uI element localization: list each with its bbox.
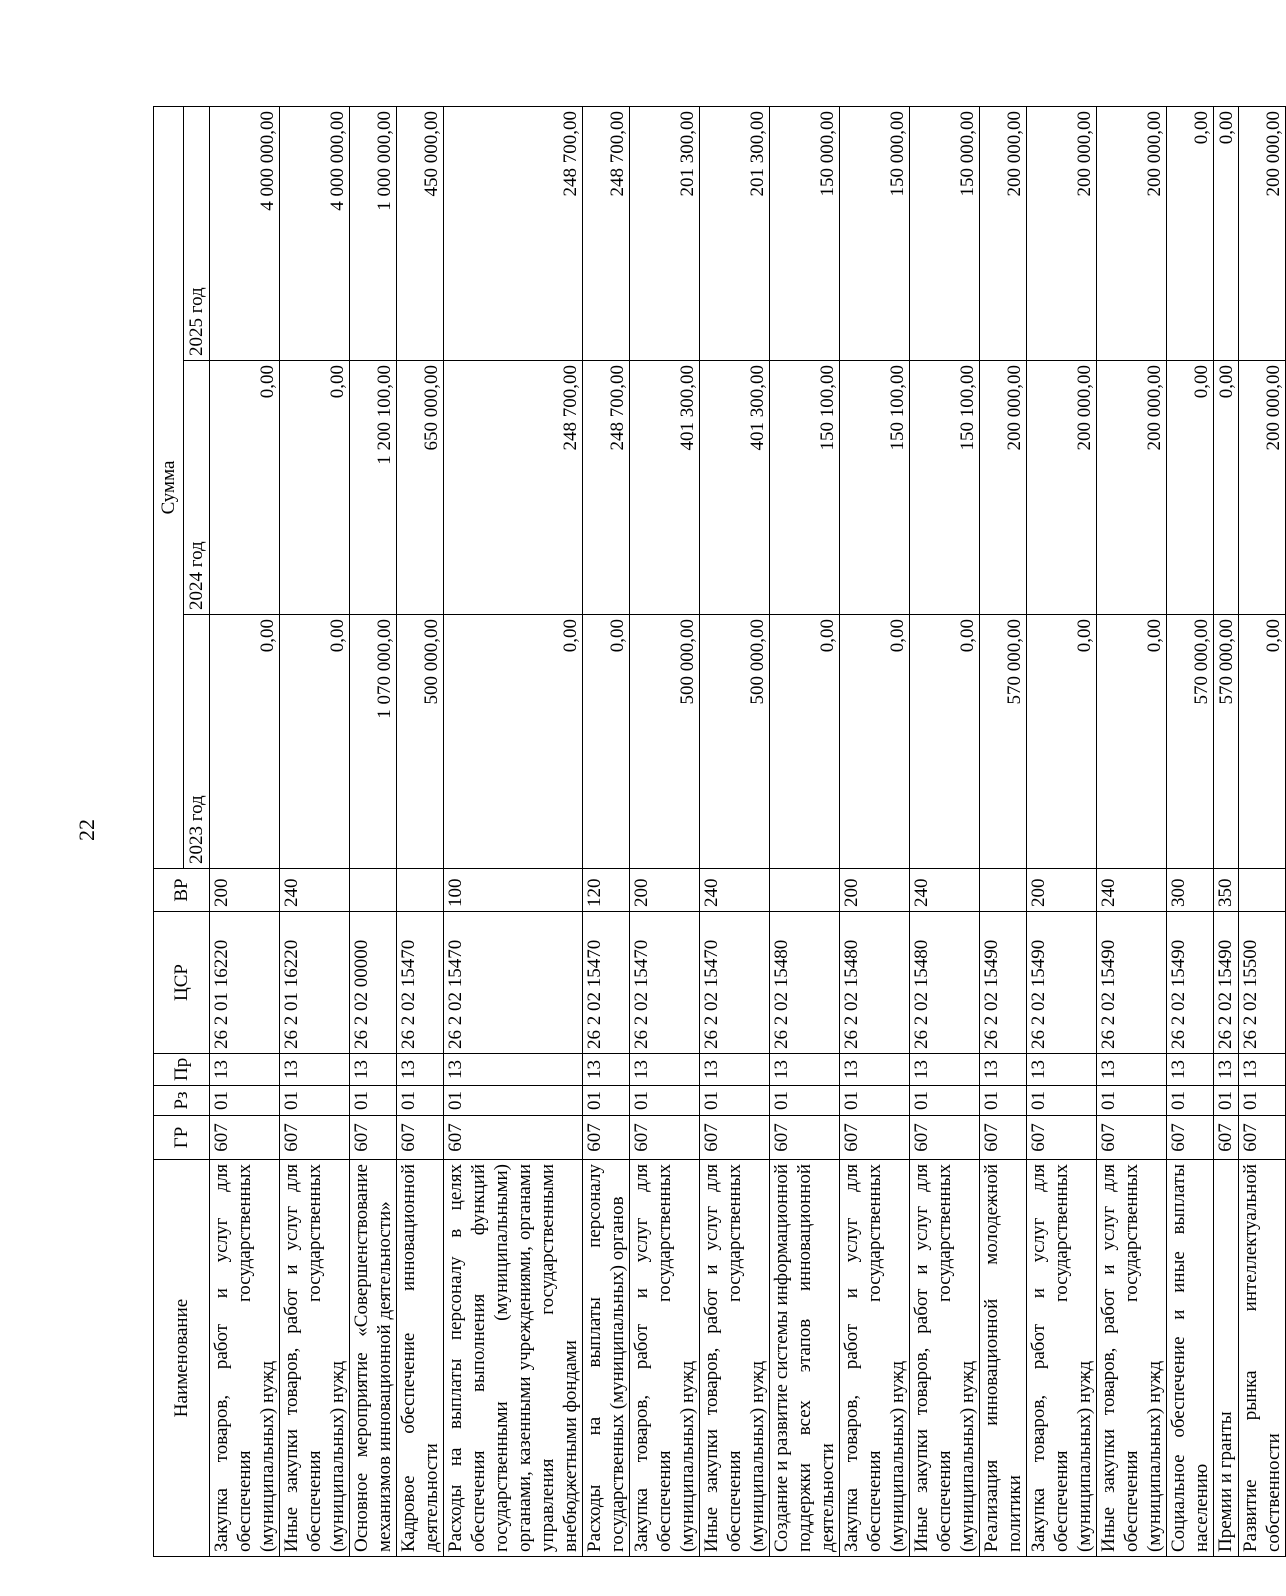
row-sum-2025: 150 000,00	[910, 107, 980, 361]
row-pr: 13	[1239, 1054, 1286, 1086]
row-sum-2024: 0,00	[1167, 361, 1214, 615]
row-name: Иные закупки товаров, работ и услуг для обеспечения государственных (муниципальных) нужд	[700, 1160, 770, 1557]
row-sum-2025: 201 300,00	[700, 107, 770, 361]
row-gr: 607	[1167, 1116, 1214, 1160]
row-gr: 607	[444, 1116, 583, 1160]
row-pr: 13	[444, 1054, 583, 1086]
row-rz: 01	[1097, 1086, 1167, 1116]
row-gr: 607	[1097, 1116, 1167, 1160]
row-vr	[770, 869, 840, 912]
row-sum-2025: 150 000,00	[840, 107, 910, 361]
row-sum-2023: 500 000,00	[397, 615, 444, 869]
row-sum-2025: 4 000 000,00	[210, 107, 280, 361]
row-name: Развитие рынка интеллектуальной собственности	[1239, 1160, 1286, 1557]
row-vr: 300	[1167, 869, 1214, 912]
row-sum-2025: 150 000,00	[770, 107, 840, 361]
row-sum-2025: 248 700,00	[444, 107, 583, 361]
row-vr	[350, 869, 397, 912]
row-csr: 26 2 02 15480	[770, 912, 840, 1054]
row-csr: 26 2 01 16220	[280, 912, 350, 1054]
row-pr: 13	[1214, 1054, 1239, 1086]
row-gr: 607	[1239, 1116, 1286, 1160]
header-2025: 2025 год	[184, 107, 210, 361]
row-pr: 13	[1167, 1054, 1214, 1086]
row-vr	[397, 869, 444, 912]
table-row	[1027, 107, 1097, 1557]
row-rz: 01	[444, 1086, 583, 1116]
row-rz: 01	[910, 1086, 980, 1116]
row-sum-2023: 0,00	[444, 615, 583, 869]
row-sum-2023: 570 000,00	[1214, 615, 1239, 869]
row-sum-2023: 0,00	[770, 615, 840, 869]
row-sum-2024: 200 000,00	[1097, 361, 1167, 615]
row-name: Реализация инновационной молодежной политики	[980, 1160, 1027, 1557]
row-pr: 13	[980, 1054, 1027, 1086]
row-sum-2023: 0,00	[840, 615, 910, 869]
row-sum-2024: 248 700,00	[444, 361, 583, 615]
row-sum-2025: 4 000 000,00	[280, 107, 350, 361]
row-sum-2023: 0,00	[1027, 615, 1097, 869]
row-sum-2023: 0,00	[1097, 615, 1167, 869]
row-sum-2023: 0,00	[583, 615, 630, 869]
row-sum-2025: 200 000,00	[1097, 107, 1167, 361]
table-row	[840, 107, 910, 1557]
row-gr: 607	[1214, 1116, 1239, 1160]
row-csr: 26 2 02 15490	[980, 912, 1027, 1054]
row-rz: 01	[1027, 1086, 1097, 1116]
row-pr: 13	[280, 1054, 350, 1086]
rotated-table-wrapper	[153, 107, 1284, 1557]
table-row	[980, 107, 1027, 1557]
row-pr: 13	[910, 1054, 980, 1086]
header-rz: Рз	[154, 1086, 210, 1116]
row-name: Иные закупки товаров, работ и услуг для обеспечения государственных (муниципальных) нужд	[280, 1160, 350, 1557]
row-rz: 01	[397, 1086, 444, 1116]
row-pr: 13	[397, 1054, 444, 1086]
row-sum-2024: 248 700,00	[583, 361, 630, 615]
row-csr: 26 2 02 15490	[1214, 912, 1239, 1054]
row-vr: 240	[910, 869, 980, 912]
row-gr: 607	[397, 1116, 444, 1160]
row-csr: 26 2 02 15490	[1167, 912, 1214, 1054]
row-sum-2025: 200 000,00	[1239, 107, 1286, 361]
table-row	[1097, 107, 1167, 1557]
row-name: Расходы на выплаты персоналу государственных (муниципальных) органов	[583, 1160, 630, 1557]
row-csr: 26 2 02 15470	[630, 912, 700, 1054]
row-gr: 607	[210, 1116, 280, 1160]
row-sum-2024: 150 100,00	[840, 361, 910, 615]
row-gr: 607	[840, 1116, 910, 1160]
row-sum-2023: 500 000,00	[630, 615, 700, 869]
table-row	[397, 107, 444, 1557]
table-row	[350, 107, 397, 1557]
row-gr: 607	[770, 1116, 840, 1160]
row-sum-2023: 0,00	[1239, 615, 1286, 869]
row-csr: 26 2 02 15490	[1097, 912, 1167, 1054]
row-sum-2025: 450 000,00	[397, 107, 444, 361]
row-pr: 13	[1027, 1054, 1097, 1086]
row-rz: 01	[210, 1086, 280, 1116]
row-rz: 01	[350, 1086, 397, 1116]
row-name: Иные закупки товаров, работ и услуг для обеспечения государственных (муниципальных) нужд	[1097, 1160, 1167, 1557]
row-sum-2025: 200 000,00	[1027, 107, 1097, 361]
row-rz: 01	[1167, 1086, 1214, 1116]
row-pr: 13	[700, 1054, 770, 1086]
row-csr: 26 2 02 15480	[910, 912, 980, 1054]
row-vr: 200	[840, 869, 910, 912]
row-sum-2024: 200 000,00	[1239, 361, 1286, 615]
page-number: 22	[74, 819, 99, 841]
row-gr: 607	[980, 1116, 1027, 1160]
row-name: Закупка товаров, работ и услуг для обеспечения государственных (муниципальных) нужд	[630, 1160, 700, 1557]
row-sum-2024: 0,00	[280, 361, 350, 615]
row-csr: 26 2 01 16220	[210, 912, 280, 1054]
table-row	[583, 107, 630, 1557]
row-sum-2025: 0,00	[1167, 107, 1214, 361]
header-sum: Сумма	[154, 107, 184, 869]
row-gr: 607	[1027, 1116, 1097, 1160]
row-vr: 350	[1214, 869, 1239, 912]
row-sum-2024: 401 300,00	[700, 361, 770, 615]
row-gr: 607	[583, 1116, 630, 1160]
table-row	[210, 107, 280, 1557]
budget-table	[153, 106, 1286, 1557]
row-gr: 607	[280, 1116, 350, 1160]
row-name: Премии и гранты	[1214, 1160, 1239, 1557]
row-name: Закупка товаров, работ и услуг для обеспечения государственных (муниципальных) нужд	[840, 1160, 910, 1557]
row-gr: 607	[630, 1116, 700, 1160]
row-csr: 26 2 02 00000	[350, 912, 397, 1054]
header-name: Наименование	[154, 1160, 210, 1557]
row-sum-2025: 0,00	[1214, 107, 1239, 361]
table-row	[910, 107, 980, 1557]
row-rz: 01	[840, 1086, 910, 1116]
table-row	[770, 107, 840, 1557]
row-vr: 100	[444, 869, 583, 912]
row-csr: 26 2 02 15480	[840, 912, 910, 1054]
row-rz: 01	[700, 1086, 770, 1116]
row-pr: 13	[630, 1054, 700, 1086]
row-sum-2023: 0,00	[280, 615, 350, 869]
row-sum-2024: 200 000,00	[980, 361, 1027, 615]
row-name: Иные закупки товаров, работ и услуг для обеспечения государственных (муниципальных) нужд	[910, 1160, 980, 1557]
row-vr	[1239, 869, 1286, 912]
row-vr: 200	[1027, 869, 1097, 912]
row-vr: 240	[1097, 869, 1167, 912]
row-pr: 13	[770, 1054, 840, 1086]
header-vr: ВР	[154, 869, 210, 912]
row-vr: 200	[630, 869, 700, 912]
table-row	[630, 107, 700, 1557]
row-csr: 26 2 02 15500	[1239, 912, 1286, 1054]
header-2024: 2024 год	[184, 361, 210, 615]
row-csr: 26 2 02 15470	[700, 912, 770, 1054]
row-vr	[980, 869, 1027, 912]
table-row	[280, 107, 350, 1557]
row-name: Закупка товаров, работ и услуг для обеспечения государственных (муниципальных) нужд	[210, 1160, 280, 1557]
row-name: Социальное обеспечение и иные выплаты населению	[1167, 1160, 1214, 1557]
header-gr: ГР	[154, 1116, 210, 1160]
table-row	[1214, 107, 1239, 1557]
row-csr: 26 2 02 15470	[397, 912, 444, 1054]
row-sum-2023: 0,00	[210, 615, 280, 869]
row-sum-2025: 248 700,00	[583, 107, 630, 361]
row-rz: 01	[980, 1086, 1027, 1116]
row-name: Кадровое обеспечение инновационной деятельности	[397, 1160, 444, 1557]
row-sum-2023: 0,00	[910, 615, 980, 869]
table-row	[1239, 107, 1286, 1557]
row-pr: 13	[350, 1054, 397, 1086]
row-sum-2023: 500 000,00	[700, 615, 770, 869]
row-sum-2024: 0,00	[210, 361, 280, 615]
row-sum-2023: 570 000,00	[1167, 615, 1214, 869]
row-csr: 26 2 02 15470	[444, 912, 583, 1054]
row-sum-2024: 150 100,00	[770, 361, 840, 615]
row-rz: 01	[770, 1086, 840, 1116]
header-2023: 2023 год	[184, 615, 210, 869]
row-pr: 13	[210, 1054, 280, 1086]
row-sum-2024: 401 300,00	[630, 361, 700, 615]
row-pr: 13	[1097, 1054, 1167, 1086]
table-row	[1167, 107, 1214, 1557]
header-pr: Пр	[154, 1054, 210, 1086]
row-sum-2024: 200 000,00	[1027, 361, 1097, 615]
table-row	[444, 107, 583, 1557]
row-csr: 26 2 02 15470	[583, 912, 630, 1054]
row-csr: 26 2 02 15490	[1027, 912, 1097, 1054]
row-rz: 01	[1239, 1086, 1286, 1116]
row-rz: 01	[1214, 1086, 1239, 1116]
row-gr: 607	[700, 1116, 770, 1160]
row-pr: 13	[840, 1054, 910, 1086]
row-sum-2023: 1 070 000,00	[350, 615, 397, 869]
row-vr: 240	[280, 869, 350, 912]
row-sum-2024: 650 000,00	[397, 361, 444, 615]
row-sum-2025: 201 300,00	[630, 107, 700, 361]
header-csr: ЦСР	[154, 912, 210, 1054]
row-name: Создание и развитие системы информационной поддержки всех этапов инновационной деятельности	[770, 1160, 840, 1557]
row-gr: 607	[350, 1116, 397, 1160]
row-sum-2025: 1 000 000,00	[350, 107, 397, 361]
header-row	[154, 107, 184, 1557]
row-rz: 01	[583, 1086, 630, 1116]
row-rz: 01	[630, 1086, 700, 1116]
row-sum-2024: 1 200 100,00	[350, 361, 397, 615]
table-row	[700, 107, 770, 1557]
row-gr: 607	[910, 1116, 980, 1160]
row-name: Закупка товаров, работ и услуг для обеспечения государственных (муниципальных) нужд	[1027, 1160, 1097, 1557]
row-name: Расходы на выплаты персоналу в целях обеспечения выполнения функций государственными (муниципальными) органами, казенными учреждениями, органами управления государственными внебюджетными фондами	[444, 1160, 583, 1557]
row-pr: 13	[583, 1054, 630, 1086]
row-rz: 01	[280, 1086, 350, 1116]
row-sum-2024: 150 100,00	[910, 361, 980, 615]
row-vr: 120	[583, 869, 630, 912]
row-sum-2024: 0,00	[1214, 361, 1239, 615]
row-vr: 240	[700, 869, 770, 912]
row-sum-2023: 570 000,00	[980, 615, 1027, 869]
row-sum-2025: 200 000,00	[980, 107, 1027, 361]
row-vr: 200	[210, 869, 280, 912]
row-name: Основное мероприятие «Совершенствование механизмов инновационной деятельности»	[350, 1160, 397, 1557]
